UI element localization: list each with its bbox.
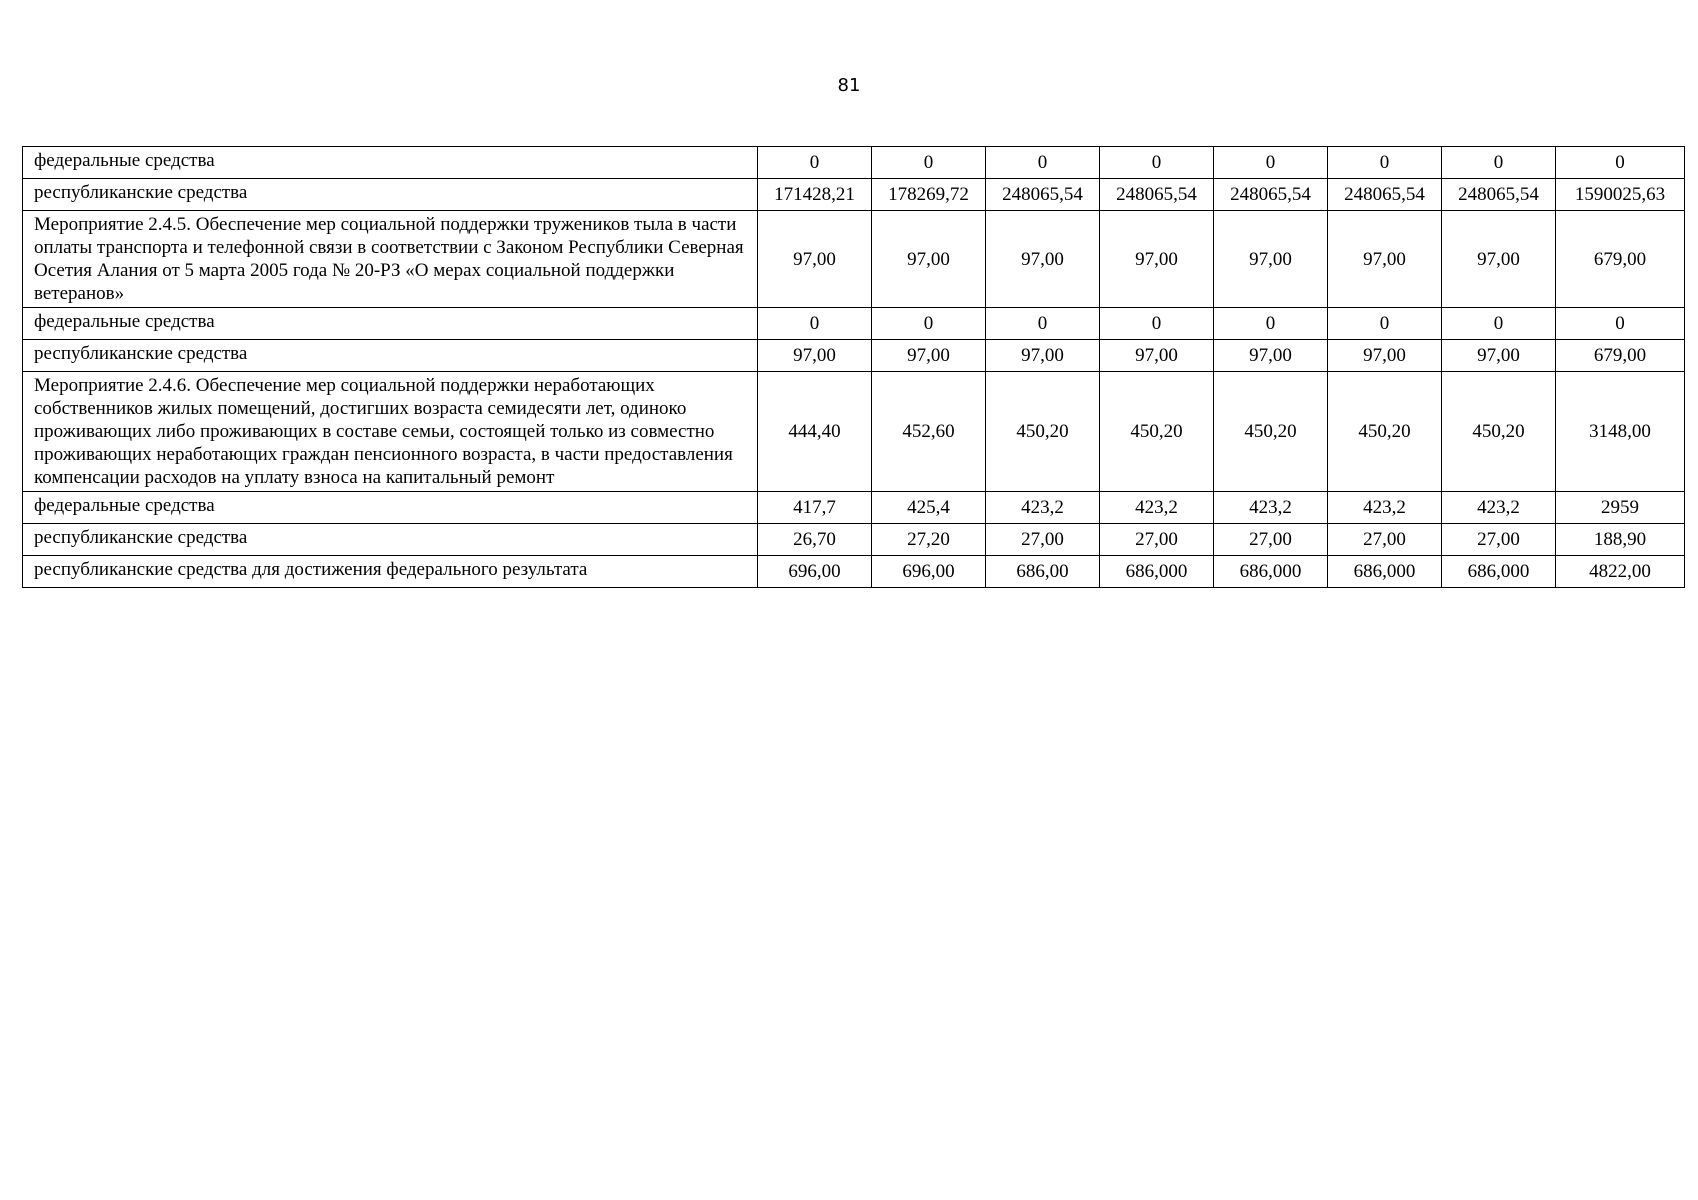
table-cell: 444,40 bbox=[758, 372, 872, 492]
row-label: республиканские средства для достижения федерального результата bbox=[23, 556, 758, 588]
table-row bbox=[23, 556, 1685, 588]
table-cell: 0 bbox=[872, 147, 986, 179]
table-cell-total: 3148,00 bbox=[1556, 372, 1685, 492]
table-cell: 686,000 bbox=[1100, 556, 1214, 588]
table-cell: 423,2 bbox=[1442, 492, 1556, 524]
table-cell: 450,20 bbox=[1214, 372, 1328, 492]
table-cell: 0 bbox=[1442, 308, 1556, 340]
table-row bbox=[23, 179, 1685, 211]
table-cell: 97,00 bbox=[872, 211, 986, 308]
table-cell: 27,00 bbox=[986, 524, 1100, 556]
table-cell-total: 1590025,63 bbox=[1556, 179, 1685, 211]
table-cell: 686,00 bbox=[986, 556, 1100, 588]
table-cell: 248065,54 bbox=[986, 179, 1100, 211]
table-cell: 0 bbox=[1100, 147, 1214, 179]
row-label: республиканские средства bbox=[23, 179, 758, 211]
table-cell-total: 0 bbox=[1556, 308, 1685, 340]
table-cell: 97,00 bbox=[758, 211, 872, 308]
table-row bbox=[23, 524, 1685, 556]
table-cell: 97,00 bbox=[1100, 340, 1214, 372]
table-cell: 27,00 bbox=[1214, 524, 1328, 556]
table-row bbox=[23, 340, 1685, 372]
table-cell: 27,00 bbox=[1442, 524, 1556, 556]
table-cell: 97,00 bbox=[1328, 340, 1442, 372]
table-cell: 0 bbox=[758, 147, 872, 179]
table-cell: 0 bbox=[986, 308, 1100, 340]
table-cell: 0 bbox=[1328, 308, 1442, 340]
table-cell: 450,20 bbox=[1442, 372, 1556, 492]
table-cell: 97,00 bbox=[1100, 211, 1214, 308]
table-row-measure-2-4-6 bbox=[23, 372, 1685, 492]
measure-2-4-5-label: Мероприятие 2.4.5. Обеспечение мер социальной поддержки тружеников тыла в части оплаты транспорта и телефонной связи в соответствии с Законом Республики Северная Осетия Алания от 5 марта 2005 года № 20-РЗ «О мерах социальной поддержки ветеранов» bbox=[23, 211, 758, 308]
table-cell: 696,00 bbox=[872, 556, 986, 588]
table-cell: 248065,54 bbox=[1328, 179, 1442, 211]
row-label: республиканские средства bbox=[23, 524, 758, 556]
table-cell: 686,000 bbox=[1442, 556, 1556, 588]
table-cell: 0 bbox=[986, 147, 1100, 179]
table-cell: 417,7 bbox=[758, 492, 872, 524]
table-cell: 248065,54 bbox=[1214, 179, 1328, 211]
table-cell: 0 bbox=[1214, 308, 1328, 340]
row-label: федеральные средства bbox=[23, 492, 758, 524]
table-cell: 97,00 bbox=[1442, 211, 1556, 308]
budget-table bbox=[22, 146, 1685, 588]
table-cell: 27,20 bbox=[872, 524, 986, 556]
table-cell: 696,00 bbox=[758, 556, 872, 588]
table-cell: 0 bbox=[1328, 147, 1442, 179]
table-cell: 178269,72 bbox=[872, 179, 986, 211]
table-cell: 171428,21 bbox=[758, 179, 872, 211]
table-cell-total: 679,00 bbox=[1556, 211, 1685, 308]
table-cell: 423,2 bbox=[1214, 492, 1328, 524]
table-cell: 452,60 bbox=[872, 372, 986, 492]
row-label: федеральные средства bbox=[23, 147, 758, 179]
table-cell-total: 679,00 bbox=[1556, 340, 1685, 372]
table-cell: 97,00 bbox=[986, 211, 1100, 308]
table-cell: 248065,54 bbox=[1100, 179, 1214, 211]
page-number: 81 bbox=[837, 75, 861, 96]
table-cell: 97,00 bbox=[1328, 211, 1442, 308]
table-cell: 248065,54 bbox=[1442, 179, 1556, 211]
table-cell-total: 2959 bbox=[1556, 492, 1685, 524]
table-cell: 423,2 bbox=[986, 492, 1100, 524]
table-cell: 450,20 bbox=[1328, 372, 1442, 492]
table-cell: 686,000 bbox=[1214, 556, 1328, 588]
table-cell: 686,000 bbox=[1328, 556, 1442, 588]
table-cell: 97,00 bbox=[1442, 340, 1556, 372]
table-cell: 97,00 bbox=[758, 340, 872, 372]
table-cell: 27,00 bbox=[1328, 524, 1442, 556]
table-cell: 97,00 bbox=[872, 340, 986, 372]
table-cell: 27,00 bbox=[1100, 524, 1214, 556]
table-cell: 0 bbox=[1214, 147, 1328, 179]
row-label: федеральные средства bbox=[23, 308, 758, 340]
table-cell: 0 bbox=[1100, 308, 1214, 340]
table-cell: 450,20 bbox=[986, 372, 1100, 492]
table-cell: 0 bbox=[1442, 147, 1556, 179]
table-cell: 97,00 bbox=[986, 340, 1100, 372]
table-cell: 423,2 bbox=[1328, 492, 1442, 524]
table-row bbox=[23, 492, 1685, 524]
row-label: республиканские средства bbox=[23, 340, 758, 372]
table-row-measure-2-4-5 bbox=[23, 211, 1685, 308]
table-row bbox=[23, 147, 1685, 179]
table-cell-total: 4822,00 bbox=[1556, 556, 1685, 588]
table-cell: 450,20 bbox=[1100, 372, 1214, 492]
table-cell: 423,2 bbox=[1100, 492, 1214, 524]
measure-2-4-6-label: Мероприятие 2.4.6. Обеспечение мер социальной поддержки неработающих собственников жилых помещений, достигших возраста семидесяти лет, одиноко проживающих либо проживающих в составе семьи, состоящей только из совместно проживающих неработающих граждан пенсионного возраста, в части предоставления компенсации расходов на уплату взноса на капитальный ремонт bbox=[23, 372, 758, 492]
table-row bbox=[23, 308, 1685, 340]
table-cell: 0 bbox=[872, 308, 986, 340]
table-cell: 425,4 bbox=[872, 492, 986, 524]
table-cell: 97,00 bbox=[1214, 211, 1328, 308]
table-cell-total: 188,90 bbox=[1556, 524, 1685, 556]
table-cell-total: 0 bbox=[1556, 147, 1685, 179]
table-cell: 97,00 bbox=[1214, 340, 1328, 372]
table-cell: 0 bbox=[758, 308, 872, 340]
table-cell: 26,70 bbox=[758, 524, 872, 556]
